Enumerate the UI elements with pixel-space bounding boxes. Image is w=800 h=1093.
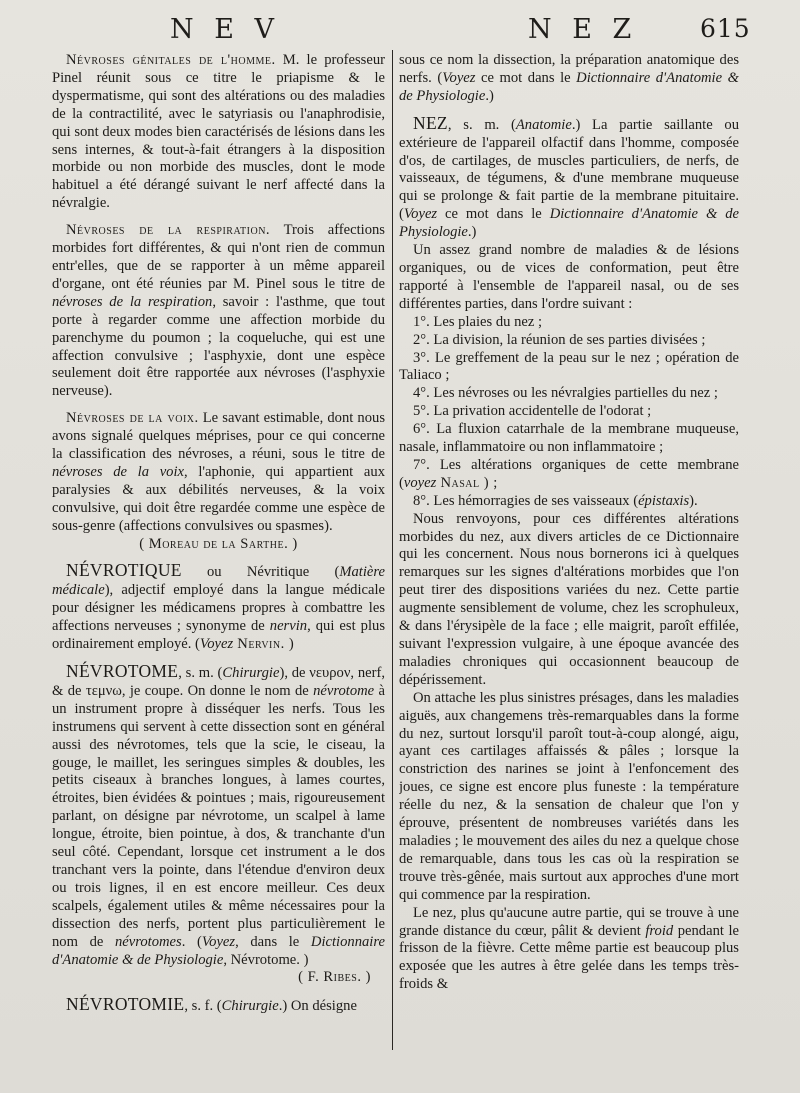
list-item: 1°. Les plaies du nez ; — [413, 313, 543, 330]
entry-italic: névroses de la respiration — [52, 293, 213, 310]
entry-text: , dans le — [235, 933, 311, 950]
list-item: 4°. Les névroses ou les névralgies partielles du nez ; — [413, 385, 718, 402]
entry-text: , s. f. ( — [184, 998, 222, 1015]
right-column — [399, 52, 739, 1082]
running-header — [0, 14, 800, 54]
entry-heading: Névroses de la respiration. — [66, 222, 271, 239]
entry-text: ce mot dans le — [437, 206, 550, 223]
entry-text: ce mot dans le — [475, 69, 577, 86]
entry-italic: Dictionnaire d'Anatomie & de Physiologie — [399, 69, 739, 104]
entry-text: M. le professeur Pinel réunit sous ce titre le priapisme & le dyspermatisme, qui sont des altérations ou des maladies de la contractilité, avec le satyriasis ou l'anaphrodisie, qui sont deux modes bien caractérisés de lésions dans les sens internes, & tout-à-fait étrangers à la disposition morbide ou non morbide des muscles, dont le mode habituel a été dérangé suivant le nerf affecté dans la névralgie. — [52, 52, 385, 212]
list-item: 5°. La privation accidentelle de l'odorat ; — [413, 403, 652, 420]
entry-italic: Voyez — [442, 69, 476, 86]
entry-text: , qui est plus ordinairement employé. ( — [52, 618, 385, 653]
list-item: 3°. Le greffement de la peau sur le nez ; opération de Taliaco ; — [399, 349, 739, 384]
entry-nevrotique — [52, 562, 385, 654]
intro-paragraph: Un assez grand nombre de maladies & de lésions organiques, ou de vices de conformation, peut être rapporté à l'ensemble de l'appareil nasal, ou de ses différentes parties, dans l'ordre suivant : — [399, 242, 739, 312]
body-paragraph: On attache les plus sinistres présages, dans les maladies aiguës, aux changemens très-remarquables dans la forme du nez, surtout lorsqu'il paroît tout-à-coup alongé, aigu, ayant ces cartilages affaissés & pâles ; lorsque la constriction des narines se joint à l'enfoncement des joues, ce signe est encore plus funeste : la température réelle du nez, & la sensation de chaleur que l'on y éprouve, présentent de nombreuses variétés dans les maladies ; le mouvement des ailes du nez a quelque chose de remarquable, dans tous les cas où la respiration se trouve très-gênée, mais surtout aux approches d'une mort qui commence par la respiration. — [399, 689, 739, 903]
entry-text: 8°. Les hémorragies de ses vaisseaux ( — [413, 492, 639, 509]
entry-italic: Voyez — [199, 636, 234, 653]
entry-text: Le nez, plus qu'aucune autre partie, qui se trouve à une grande distance du cœur, pâlit & devient — [399, 904, 739, 939]
entry-nevroses-voix — [52, 410, 385, 535]
entry-text: , s. m. ( — [178, 665, 223, 681]
entry-italic: Dictionnaire d'Anatomie & de Physiologie — [399, 206, 739, 241]
entry-italic: névrotome — [313, 682, 375, 699]
entry-italic: névroses de la voix — [52, 463, 185, 480]
entry-heading: NÉVROTOMIE — [66, 994, 185, 1015]
header-left-word: N E V — [170, 14, 280, 45]
entry-heading: NÉVROTOME — [66, 661, 179, 681]
page-number: 615 — [700, 14, 751, 43]
entry-text: .) On désigne — [278, 998, 357, 1015]
entry-italic: Anatomie — [515, 116, 572, 133]
entry-nevrotomie — [52, 996, 385, 1016]
entry-heading: Névroses génitales de l'homme. — [66, 52, 276, 68]
entry-text: , savoir : l'asthme, que tout porte à regarder comme une affection morbide du parenchyme du poumon ; la coqueluche, qui est une affection convulsive ; l'asphyxie, dont une espèce seulement doit être rapportée aux névroses (l'asphyxie nerveuse). — [52, 293, 385, 400]
author-signature: ( Moreau de la Sarthe. ) — [139, 535, 298, 552]
entry-text: Nervin. ) — [233, 636, 295, 653]
entry-text: . ( — [181, 933, 202, 950]
list-item — [399, 493, 739, 511]
entry-nevroses-respiration — [52, 222, 385, 401]
entry-continuation — [399, 52, 739, 106]
entry-text: ). — [689, 492, 698, 509]
entry-italic: froid — [645, 922, 674, 939]
entry-italic: Dictionnaire d'Anatomie & de Physiologie — [52, 933, 385, 968]
entry-text: , s. m. ( — [447, 116, 516, 133]
entry-text: .) — [485, 87, 494, 104]
entry-text: , l'aphonie, qui appartient aux paralysies & aux débilités nerveuses, & la voix convulsive, qui doit être regardée comme une espèce de sous-genre (affections convulsives ou spasmes). — [52, 463, 385, 534]
entry-heading: Névroses de la voix. — [66, 410, 199, 427]
column-divider — [392, 50, 393, 1050]
entry-text: sous ce nom la dissection, la préparation anatomique des nerfs. ( — [399, 52, 739, 86]
header-right-word: N E Z — [528, 14, 638, 45]
entry-text: Nasal ) ; — [436, 474, 498, 491]
entry-text: , Névrotome. ) — [223, 951, 309, 968]
entry-italic: nervin — [269, 618, 308, 635]
entry-text: 7°. Les altérations organiques de cette membrane ( — [399, 456, 739, 491]
entry-nez — [399, 112, 739, 242]
entry-text: Trois affections morbides fort différentes, & qui n'ont rien de commun entr'elles, que de se rapporter à un même appareil d'organe, ont été réunies par M. Pinel sous le titre de — [52, 222, 385, 292]
disorder-list — [399, 314, 739, 511]
entry-text: à un instrument propre à disséquer les nerfs. Tous les instrumens qui servent à cette dissection sont en général aussi des névrotomes, tels que la scie, le ciseau, la gouge, le maillet, les seringues simples & doubles, les petits ciseaux à branches longues, à lames courtes, étroites, bien évidées & pointues ; mais, rigoureusement parlant, on désigne par névrotome, un scalpel à lame longue, étroite, bien pointue, à dos, & tranchante d'un seul côté. Cependant, lorsque cet instrument a le dos tranchant vers la pointe, dans l'étendue d'environ deux ou trois lignes, il en est encore meilleur. Ces deux scalpels, également utiles & même nécessaires pour la dissection des nerfs, portent plus particulièrement le nom de — [52, 682, 385, 950]
entry-italic: Chirurgie — [222, 665, 280, 681]
entry-text: ), adjectif employé dans la langue médicale pour désigner les médicamens propres à combattre les affections nerveuses ; synonyme de — [52, 582, 385, 635]
entry-nevroses-genitales — [52, 52, 385, 213]
author-signature: ( F. Ribes. ) — [298, 969, 371, 986]
entry-italic: Voyez — [403, 206, 438, 223]
entry-italic: Matière médicale — [52, 564, 385, 599]
entry-text: pendant le frisson de la fièvre. Cette même partie est beaucoup plus exposée que les autres à être gelée dans les temps très-froids & — [399, 922, 739, 993]
entry-italic: Voyez — [201, 933, 236, 950]
entry-italic: Chirurgie — [221, 998, 279, 1015]
list-item: 2°. La division, la réunion de ses parties divisées ; — [413, 331, 706, 348]
body-paragraph: Nous renvoyons, pour ces différentes altérations morbides du nez, aux divers articles de ce Dictionnaire qui les concernent. Nous nous bornerons ici à quelques remarques sur les signes d'altérations morbides que l'on peut tirer des dispositions variées du nez. Cette partie augmente sensiblement de volume, chez les scrophuleux, & dans l'érysipèle de la face ; elle maigrit, paroît effilée, suivant l'expression vulgaire, à une époque avancée des maladies chroniques qui occasionnent beaucoup de dépérissement. — [399, 510, 739, 688]
entry-text: .) — [467, 224, 477, 241]
entry-text: .) La partie saillante ou extérieure de l'appareil olfactif dans l'homme, composée d'os, de cartilages, de muscles particuliers, de nerfs, de vaisseaux, de tégumens, & d'une membrane muqueuse qui se prolonge & fait partie de la membrane pituitaire. ( — [399, 116, 739, 223]
body-paragraph — [399, 905, 739, 995]
entry-heading: NEZ — [413, 112, 448, 133]
entry-italic: épistaxis — [638, 492, 690, 509]
entry-text: ou Névritique ( — [181, 564, 340, 581]
entry-nevrotome — [52, 663, 385, 969]
entry-text: Le savant estimable, dont nous avons signalé quelques méprises, pour ce qui concerne la classification des névroses, a réuni, sous le titre de — [52, 410, 385, 463]
left-column — [52, 52, 385, 1082]
entry-italic: voyez — [403, 474, 437, 491]
entry-text: ), de νευρον, nerf, & de τεμνω, je coupe. On donne le nom de — [52, 665, 385, 699]
entry-heading: NÉVROTIQUE — [66, 560, 182, 581]
entry-italic: névrotomes — [114, 933, 182, 950]
list-item — [399, 457, 739, 493]
list-item: 6°. La fluxion catarrhale de la membrane muqueuse, nasale, inflammatoire ou non inflammatoire ; — [399, 421, 739, 456]
